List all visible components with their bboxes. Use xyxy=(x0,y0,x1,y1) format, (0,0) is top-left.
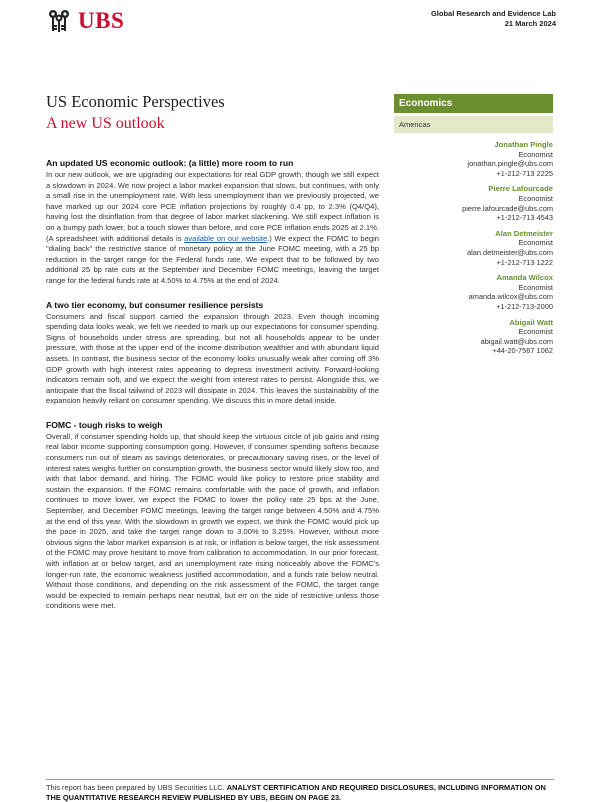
author-card xyxy=(394,229,553,267)
disclosure-footer xyxy=(46,783,554,802)
author-role: Economist xyxy=(518,327,553,337)
logo-text: UBS xyxy=(78,8,125,33)
author-email[interactable]: jonathan.pingle@ubs.com xyxy=(467,159,553,169)
author-role: Economist xyxy=(518,193,553,203)
author-email[interactable]: amanda.wilcox@ubs.com xyxy=(468,292,553,302)
section-body: Consumers and fiscal support carried the expansion through 2023. Even though incoming spending data looks weak, we felt we needed to mark up our expectations for consumer spending. Signs of households under stress are spreading, but not all households appear to be under pressure, with those at the upper end of the income distribution wealthier and with abundant liquid assets. In contrast, the business sector of the economy looks unusually weak after coming off 3% GDP growth with high interest rates appearing to depress investment activity. Forward-looking indicators remain soft, and we expect the weight from interest rates to persist. Alongside this, we anticipate that the fiscal tailwind of 2023 will dissipate in 2024. This leaves the sustainability of the expansion heavily reliant on consumer spending. We discuss this in more detail inside. xyxy=(46,311,379,406)
author-email[interactable]: abigail.watt@ubs.com xyxy=(480,336,553,346)
author-card xyxy=(394,318,553,356)
sidebar-region: Americas xyxy=(394,116,553,133)
author-card xyxy=(394,273,553,311)
section-two-tier xyxy=(46,300,379,407)
footer-bold: ANALYST CERTIFICATION AND REQUIRED DISCLOSURES, INCLUDING INFORMATION ON THE QUANTITATIVE RESEARCH REVIEW PUBLISHED BY UBS, BEGIN ON PAGE 23. xyxy=(46,783,546,802)
author-phone: +1-212-713 2225 xyxy=(496,168,553,178)
lab-name: Global Research and Evidence Lab xyxy=(430,9,556,18)
footer-plain: This report has been prepared by UBS Securities LLC. xyxy=(46,783,227,792)
footer-divider xyxy=(46,779,554,780)
author-list xyxy=(394,140,553,356)
author-email[interactable]: alan.detmeister@ubs.com xyxy=(467,247,553,257)
author-phone: +44-20-7567 1062 xyxy=(492,346,553,356)
sidebar-heading: Economics xyxy=(394,94,553,113)
section-heading: A two tier economy, but consumer resilience persists xyxy=(46,299,264,310)
report-date: 21 March 2024 xyxy=(504,19,556,28)
section-body: In our new outlook, we are upgrading our expectations for real GDP growth, though we still expect a slowdown in 2024. We now project a labor market expansion that slows, but continues, with only a small rise in the unemployment rate. With less unemployment than we previously projected, we have marked up our 2024 core PCE inflation projections by roughly 0.4 pp, to 2.3% (Q4/Q4), having lost the disinflation from that degree of labor market slackening. We still expect inflation is on a bumpy path lower, but a touch slower than before, and core PCE inflation ends 2025 at 2.1%. (A spreadsheet with additional details is available on our website.) We expect the FOMC to begin "dialing back" the restrictive stance of monetary policy at the June FOMC meeting, with a 25 bp reduction in the target range for the Federal funds rate. We expect that to be followed by two additional 25 bp rate cuts at the September and December FOMC meetings, leaving the target range for the federal funds rate at 4.50% to 4.75% at the end of 2024. xyxy=(46,170,379,285)
author-role: Economist xyxy=(518,238,553,248)
main-content xyxy=(46,158,379,625)
sidebar xyxy=(394,94,553,362)
author-name: Amanda Wilcox xyxy=(496,273,553,283)
page-title: US Economic Perspectives xyxy=(46,92,225,111)
ubs-keys-icon xyxy=(44,9,74,33)
author-card xyxy=(394,184,553,222)
section-outlook xyxy=(46,158,379,287)
section-fomc xyxy=(46,420,379,612)
section-heading: FOMC - tough risks to weigh xyxy=(46,419,163,430)
author-role: Economist xyxy=(518,282,553,292)
author-phone: +1-212-713 4543 xyxy=(496,213,553,223)
author-card xyxy=(394,140,553,178)
section-heading: An updated US economic outlook: (a little) more room to run xyxy=(46,158,294,168)
report-header xyxy=(431,9,556,29)
author-name: Alan Detmeister xyxy=(495,228,553,238)
author-phone: +1-212-713-2000 xyxy=(496,301,553,311)
author-role: Economist xyxy=(518,149,553,159)
author-name: Abigail Watt xyxy=(509,317,553,327)
author-name: Pierre Lafourcade xyxy=(488,184,553,194)
ubs-logo xyxy=(44,8,124,34)
author-name: Jonathan Pingle xyxy=(494,140,553,149)
section-body: Overall, if consumer spending holds up, that should keep the virtuous circle of job gains and rising real labor income supporting consumption going. However, if consumer spending softens because consumers run out of steam as savings deteriorates, or precautionary saving rises, or the level of interest rates weighs further on consumption growth, the business sector would likely slow too, and with that labor demand, and hiring. The FOMC would like policy to restore price stability and sustain the expansion. If the FOMC remains comfortable with the pace of growth, and inflation continues to move lower, we expect the FOMC to lower the policy rate 25 bps at the June, September, and December FOMC meetings, leaving the target range between 4.50% and 4.75% at the end of this year. With the slowdown in growth we expect, we think the FOMC would pick up the pace in 2025, and take the target range down to 3.00% to 3.25%. However, without more obvious signs the labor market expansion is at risk, or inflation is below target, the risk assessment of the FOMC may prove hesitant to move from calibration to accommodation. In our prior forecast, with inflation at or below target, and an unemployment rate rising noticeably above the FOMC's longer-run rate, the economic weakness justified accommodation, and a funds rate below neutral. Without those conditions, and depending on the risk assessment of the FOMC, the target range would be expected to remain perhaps near neutral, but err on the side of restrictive unless those conditions were met. xyxy=(46,431,379,611)
page-subtitle: A new US outlook xyxy=(46,115,165,132)
author-email[interactable]: pierre.lafourcade@ubs.com xyxy=(462,203,553,213)
author-phone: +1-212-713 1222 xyxy=(496,257,553,267)
website-link[interactable]: available on our website xyxy=(184,233,268,243)
